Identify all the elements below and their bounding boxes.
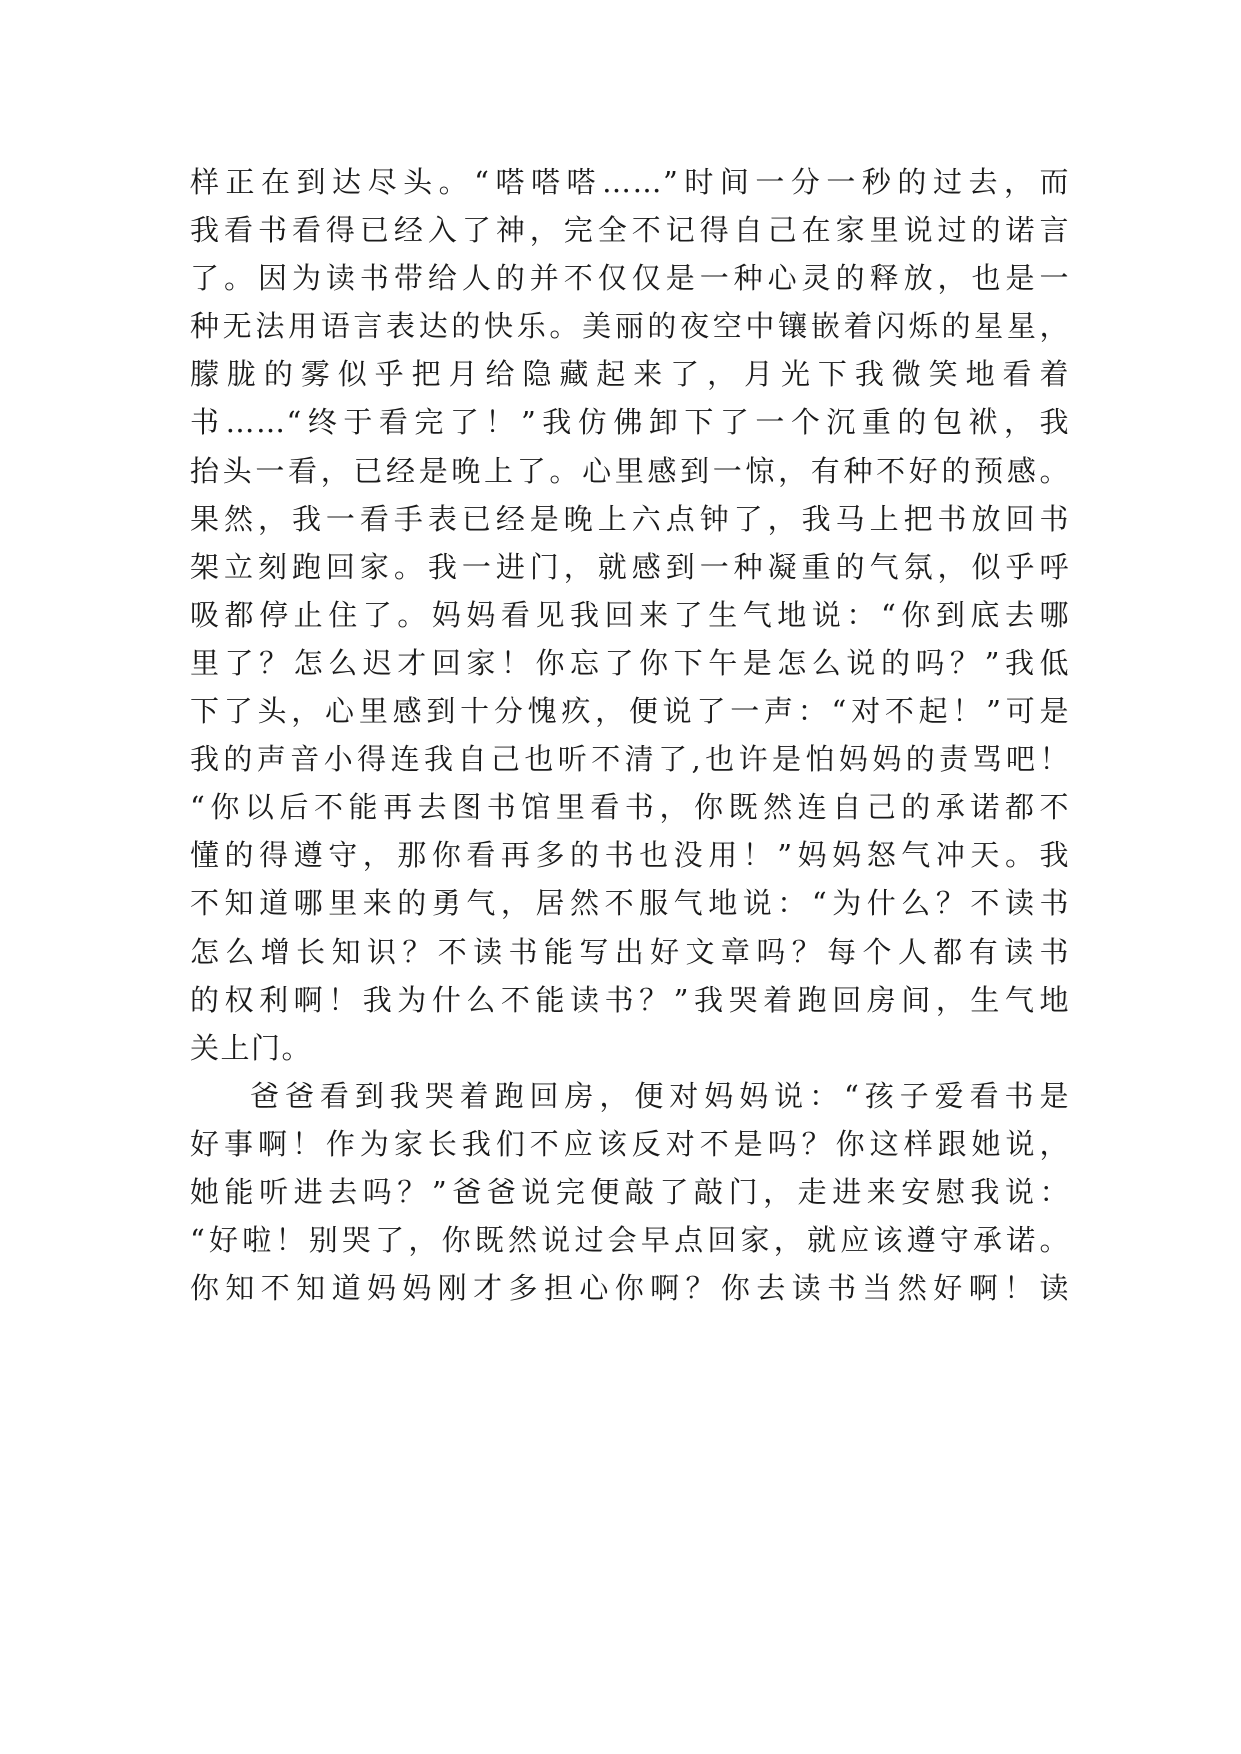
- text-line: 你知不知道妈妈刚才多担心你啊？你去读书当然好啊！读: [190, 1271, 1070, 1306]
- text-line: 里了？怎么迟才回家！你忘了你下午是怎么说的吗？”我低: [190, 645, 1070, 680]
- text-line: 朦胧的雾似乎把月给隐藏起来了，月光下我微笑地看着: [190, 357, 1070, 392]
- text-line: “你以后不能再去图书馆里看书，你既然连自己的承诺都不: [190, 790, 1070, 825]
- text-line: “好啦！别哭了，你既然说过会早点回家，就应该遵守承诺。: [190, 1223, 1070, 1258]
- text-line: 好事啊！作为家长我们不应该反对不是吗？你这样跟她说，: [190, 1126, 1070, 1161]
- text-line: 样正在到达尽头。“嗒嗒嗒……”时间一分一秒的过去，而: [190, 165, 1070, 199]
- text-line: 下了头，心里感到十分愧疚，便说了一声：“对不起！”可是: [190, 694, 1070, 729]
- text-line: 我的声音小得连我自己也听不清了,也许是怕妈妈的责骂吧！: [190, 742, 1070, 777]
- body-text: [190, 158, 1070, 1312]
- text-line: 她能听进去吗？”爸爸说完便敲了敲门，走进来安慰我说：: [190, 1174, 1070, 1209]
- paragraph-end-line: 关上门。: [190, 1030, 313, 1065]
- text-line: 了。因为读书带给人的并不仅仅是一种心灵的释放，也是一: [190, 261, 1070, 296]
- text-line: 的权利啊！我为什么不能读书？”我哭着跑回房间，生气地: [190, 982, 1070, 1017]
- text-line: 抬头一看，已经是晚上了。心里感到一惊，有种不好的预感。: [190, 453, 1070, 488]
- text-line: 懂的得遵守，那你看再多的书也没用！”妈妈怒气冲天。我: [190, 838, 1070, 873]
- text-line: 怎么增长知识？不读书能写出好文章吗？每个人都有读书: [190, 934, 1070, 969]
- text-line: 吸都停止住了。妈妈看见我回来了生气地说：“你到底去哪: [190, 597, 1070, 632]
- text-line: 架立刻跑回家。我一进门，就感到一种凝重的气氛，似乎呼: [190, 549, 1070, 584]
- text-line: 我看书看得已经入了神，完全不记得自己在家里说过的诺言: [190, 213, 1070, 248]
- text-line: 书……“终于看完了！”我仿佛卸下了一个沉重的包袱，我: [190, 405, 1070, 440]
- text-line: 种无法用语言表达的快乐。美丽的夜空中镶嵌着闪烁的星星，: [190, 309, 1070, 344]
- text-line: 不知道哪里来的勇气，居然不服气地说：“为什么？不读书: [190, 886, 1070, 921]
- text-line: 果然，我一看手表已经是晚上六点钟了，我马上把书放回书: [190, 501, 1070, 536]
- paragraph-start-line: 爸爸看到我哭着跑回房，便对妈妈说：“孩子爱看书是: [250, 1078, 1070, 1113]
